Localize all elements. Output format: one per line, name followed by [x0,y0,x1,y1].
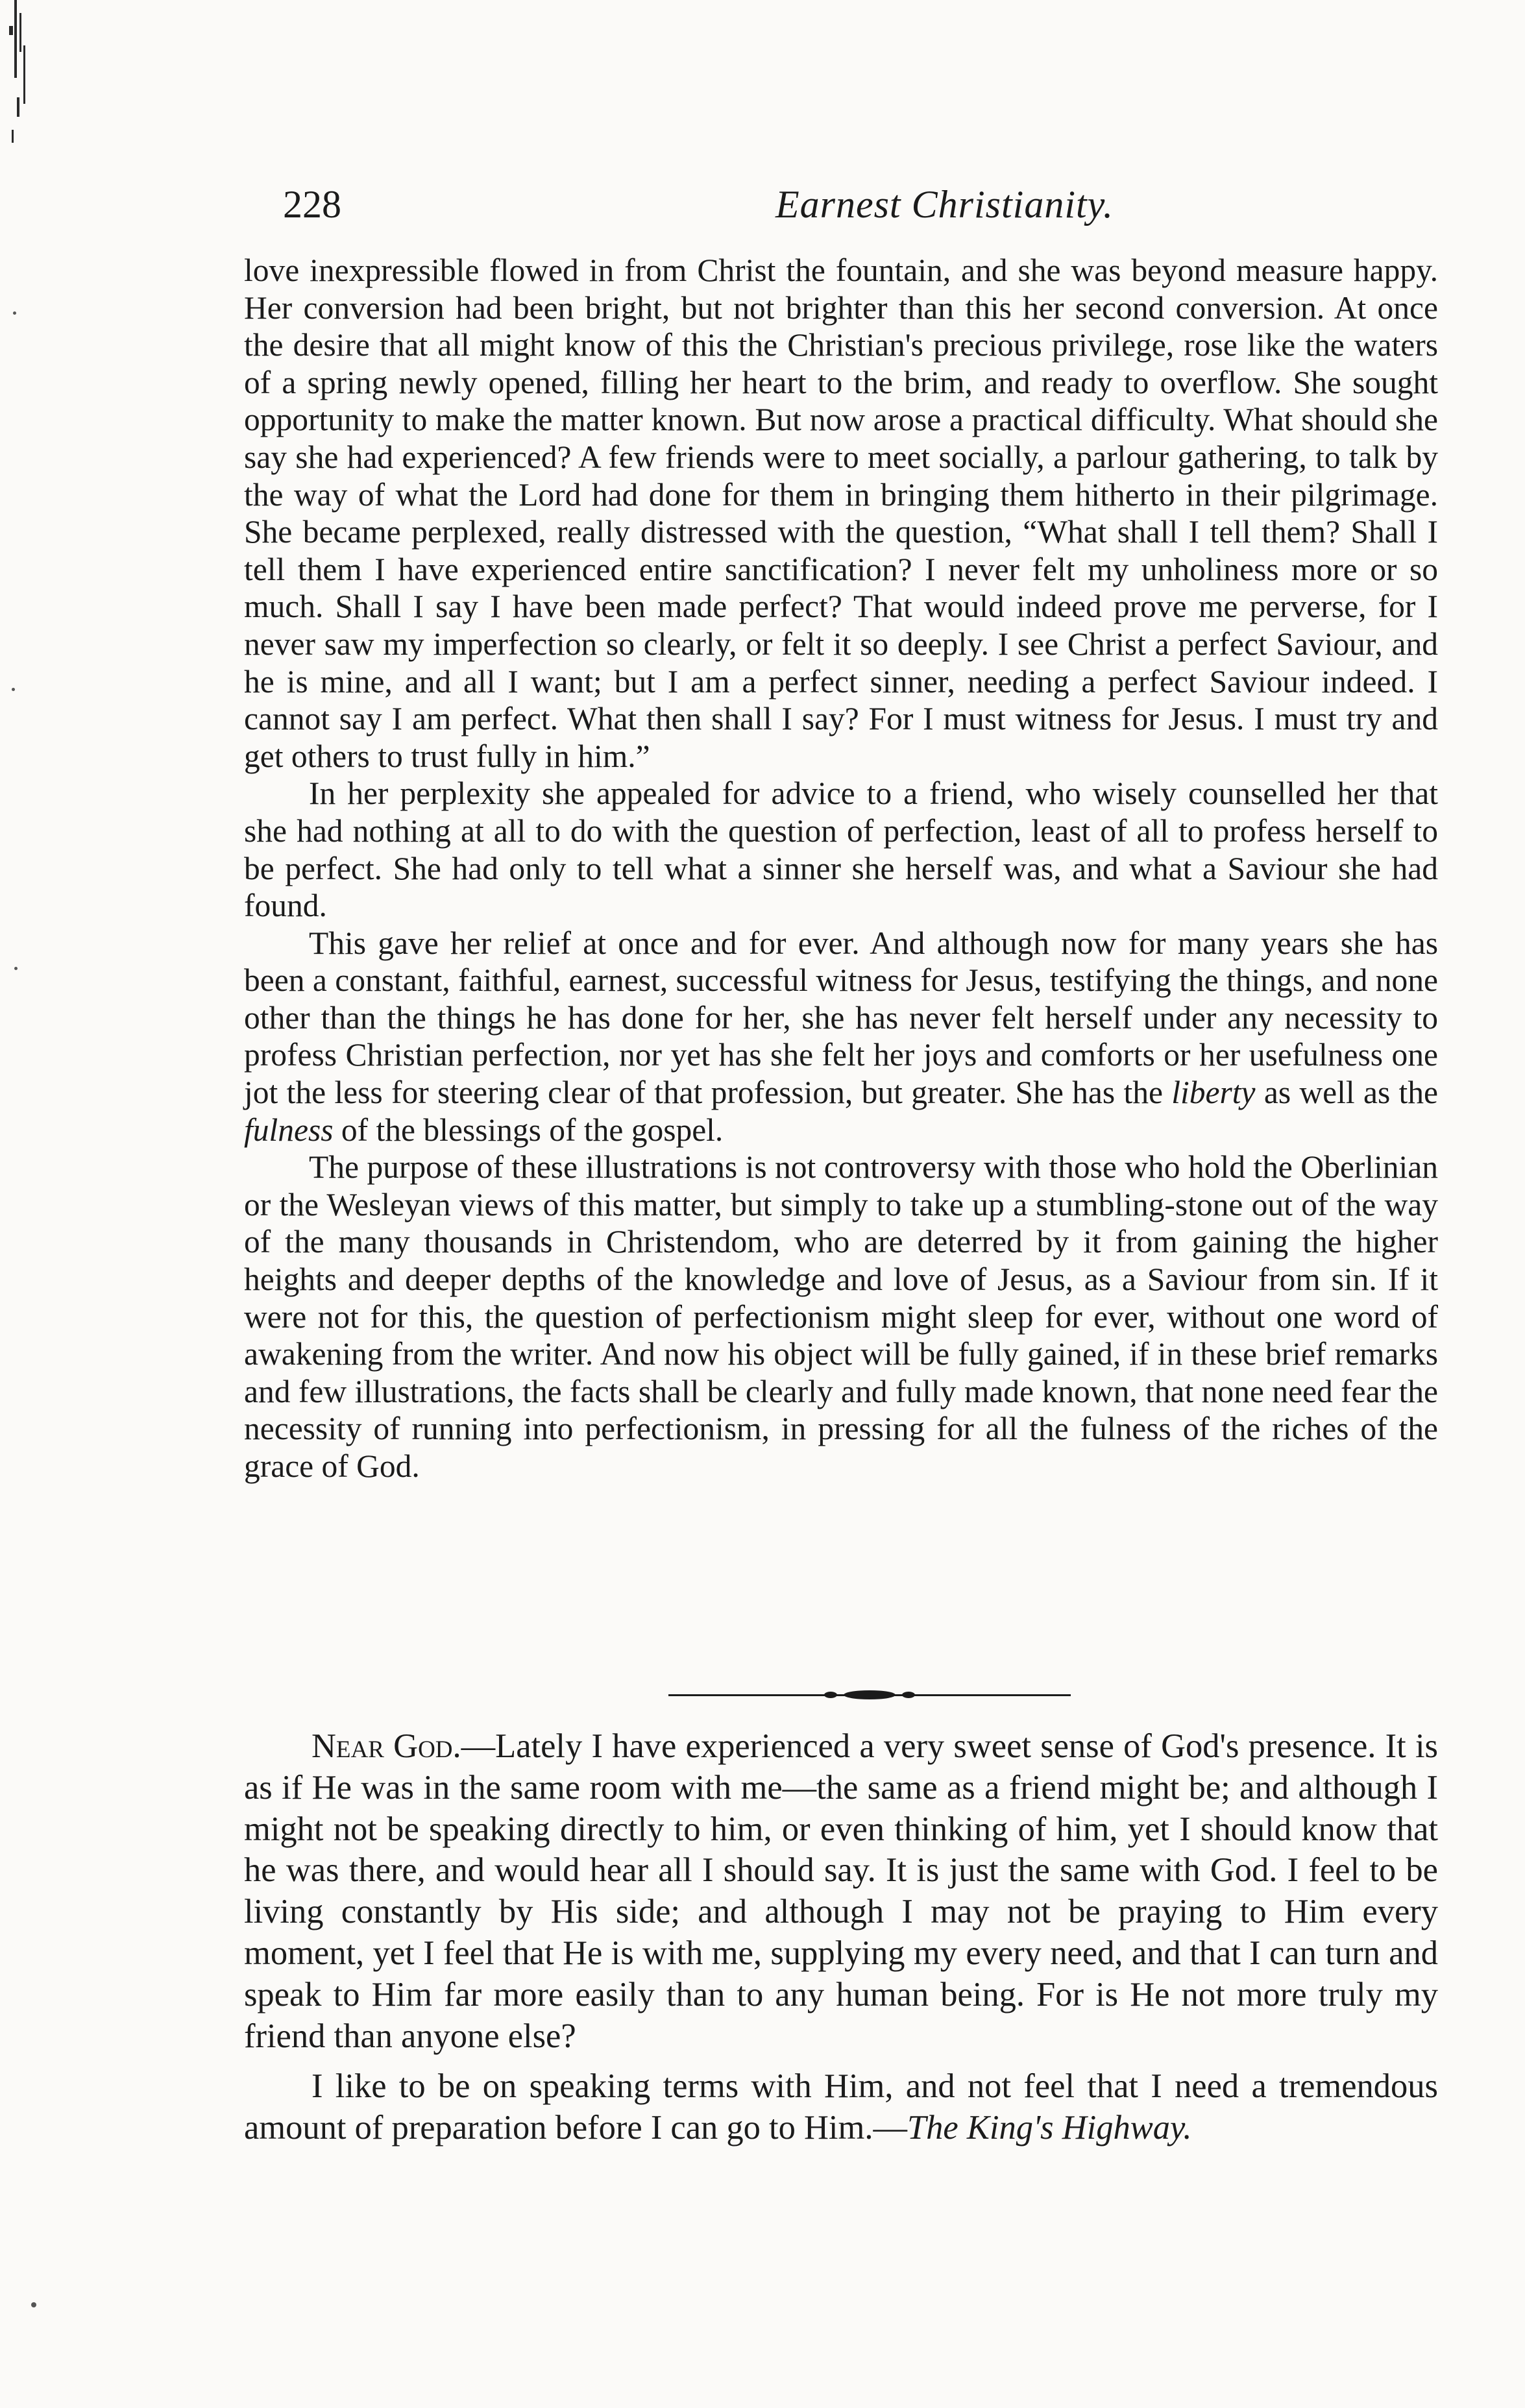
section-heading: Near God. [311,1727,461,1765]
ornamental-divider [668,1690,1071,1700]
emphasis-fulness: fulness [244,1112,334,1148]
paragraph-text: This gave her relief at once and for ever. And although now for many years she has been a constant, faithful, earnest, successful witness for Jesus, testifying the things, and none other than the things he has done for her, she has never felt herself under any necessity to profess Christian perfection, nor yet has she felt her joys and comforts or her usefulness one jot the less for steering clear of that profession, but greater. She has the [244,925,1438,1111]
near-god-section [244,1726,1438,2158]
paragraph-text: —Lately I have experienced a very sweet sense of God's presence. It is as if He was in the same room with me—the same as a friend might be; and although I might not be speaking directly to him, or even thinking of him, yet I should know that he was there, and would hear all I should say. It is just the same with God. I feel to be living constantly by His side; and although I may not be praying to Him every moment, yet I feel that He is with me, supplying my every need, and that I can turn and speak to Him far more easily than to any human being. For is He not more truly my friend than anyone else? [244,1727,1438,2055]
paragraph: love inexpressible flowed in from Christ the fountain, and she was beyond measure happy. Her conversion had been bright, but not brighter than this her second conversion. At once the desire that all might know of this the Christian's precious privilege, rose like the waters of a spring newly opened, filling her heart to the brim, and ready to overflow. She sought opportunity to make the matter known. But now arose a practical difficulty. What should she say she had experienced? A few friends were to meet socially, a parlour gathering, to talk by the way of what the Lord had done for them in bringing them hitherto in their pilgrimage. She became perplexed, really distressed with the question, “What shall I tell them? Shall I tell them I have experienced entire sanctification? I never felt my unholiness more or so much. Shall I say I have been made perfect? That would indeed prove me perverse, for I never saw my imperfection so clearly, or felt it so deeply. I see Christ a perfect Saviour, and he is mine, and all I want; but I am a perfect sinner, needing a perfect Saviour indeed. I cannot say I am perfect. What then shall I say? For I must witness for Jesus. I must try and get others to trust fully in him.” [244,252,1438,774]
paragraph: In her perplexity she appealed for advice to a friend, who wisely counselled her that she had nothing at all to do with the question of perfection, least of all to profess herself to be perfect. She had only to tell what a sinner she herself was, and what a Saviour she had found. [244,775,1438,924]
running-title: Earnest Christianity. [775,183,1114,226]
paragraph [244,925,1438,1149]
emphasis-liberty: liberty [1171,1075,1256,1111]
paragraph [244,2066,1438,2149]
scan-speck [12,688,15,691]
scan-speck [31,2302,36,2307]
scan-edge-artifact [0,0,39,169]
paragraph [244,1726,1438,2057]
scan-speck [13,311,16,315]
scan-speck [14,967,18,970]
paragraph-text: I like to be on speaking terms with Him, and not feel that I need a tremendous amount of preparation before I can go to Him.— [244,2067,1438,2147]
page-number: 228 [283,183,341,226]
page-header [283,175,1114,234]
source-citation: The King's Highway. [907,2109,1192,2147]
paragraph-text: as well as the [1263,1075,1439,1111]
paragraph-text: of the blessings of the gospel. [341,1112,724,1148]
main-text [244,252,1438,1485]
paragraph: The purpose of these illustrations is not controversy with those who hold the Oberlinian or the Wesleyan views of this matter, but simply to take up a stumbling-stone out of the way of the many thousands in Christendom, who are deterred by it from gaining the higher heights and deeper depths of the knowledge and love of Jesus, as a Saviour from sin. If it were not for this, the question of perfectionism might sleep for ever, without one word of awakening from the writer. And now his object will be fully gained, if in these brief remarks and few illustrations, the facts shall be clearly and fully made known, that none need fear the necessity of running into perfectionism, in pressing for all the fulness of the riches of the grace of God. [244,1149,1438,1484]
